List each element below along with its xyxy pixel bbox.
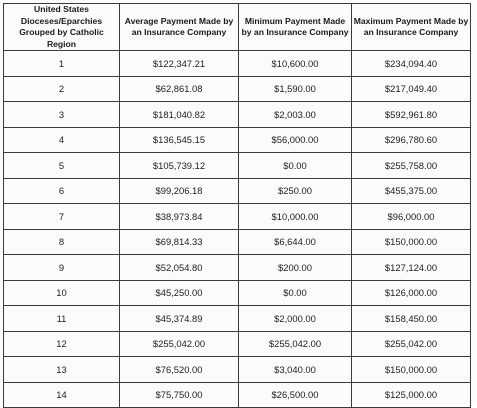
average-cell: $122,347.21 xyxy=(120,51,239,77)
header-maximum-payment: Maximum Payment Made by an Insurance Company xyxy=(352,4,471,51)
table-body xyxy=(4,51,471,408)
maximum-cell: $455,375.00 xyxy=(352,178,471,204)
average-cell: $76,520.00 xyxy=(120,357,239,383)
region-cell: 14 xyxy=(4,382,120,408)
maximum-cell: $255,042.00 xyxy=(352,331,471,357)
maximum-cell: $125,000.00 xyxy=(352,382,471,408)
region-cell: 7 xyxy=(4,204,120,230)
header-region: United States Dioceses/Eparchies Grouped by Catholic Region xyxy=(4,4,120,51)
maximum-cell: $126,000.00 xyxy=(352,280,471,306)
region-cell: 3 xyxy=(4,102,120,128)
table-row xyxy=(4,204,471,230)
maximum-cell: $217,049.40 xyxy=(352,76,471,102)
minimum-cell: $1,590.00 xyxy=(239,76,352,102)
table-row xyxy=(4,102,471,128)
minimum-cell: $255,042.00 xyxy=(239,331,352,357)
maximum-cell: $127,124.00 xyxy=(352,255,471,281)
region-cell: 11 xyxy=(4,306,120,332)
minimum-cell: $6,644.00 xyxy=(239,229,352,255)
region-cell: 13 xyxy=(4,357,120,383)
table-row xyxy=(4,127,471,153)
table-header-row xyxy=(4,4,471,51)
minimum-cell: $0.00 xyxy=(239,153,352,179)
table-row xyxy=(4,255,471,281)
average-cell: $69,814.33 xyxy=(120,229,239,255)
table-row xyxy=(4,306,471,332)
minimum-cell: $0.00 xyxy=(239,280,352,306)
average-cell: $45,250.00 xyxy=(120,280,239,306)
table-row xyxy=(4,76,471,102)
average-cell: $45,374.89 xyxy=(120,306,239,332)
minimum-cell: $2,000.00 xyxy=(239,306,352,332)
minimum-cell: $3,040.00 xyxy=(239,357,352,383)
average-cell: $62,861.08 xyxy=(120,76,239,102)
minimum-cell: $10,600.00 xyxy=(239,51,352,77)
minimum-cell: $250.00 xyxy=(239,178,352,204)
table-row xyxy=(4,229,471,255)
maximum-cell: $296,780.60 xyxy=(352,127,471,153)
region-cell: 9 xyxy=(4,255,120,281)
region-cell: 8 xyxy=(4,229,120,255)
table-row xyxy=(4,280,471,306)
maximum-cell: $255,758.00 xyxy=(352,153,471,179)
region-cell: 6 xyxy=(4,178,120,204)
minimum-cell: $26,500.00 xyxy=(239,382,352,408)
average-cell: $105,739.12 xyxy=(120,153,239,179)
table-row xyxy=(4,178,471,204)
insurance-payments-table xyxy=(3,3,471,408)
average-cell: $75,750.00 xyxy=(120,382,239,408)
region-cell: 12 xyxy=(4,331,120,357)
maximum-cell: $234,094.40 xyxy=(352,51,471,77)
average-cell: $38,973.84 xyxy=(120,204,239,230)
table-row xyxy=(4,331,471,357)
table-row xyxy=(4,357,471,383)
average-cell: $99,206.18 xyxy=(120,178,239,204)
average-cell: $181,040.82 xyxy=(120,102,239,128)
minimum-cell: $200.00 xyxy=(239,255,352,281)
region-cell: 4 xyxy=(4,127,120,153)
region-cell: 1 xyxy=(4,51,120,77)
maximum-cell: $96,000.00 xyxy=(352,204,471,230)
minimum-cell: $10,000.00 xyxy=(239,204,352,230)
average-cell: $52,054.80 xyxy=(120,255,239,281)
region-cell: 5 xyxy=(4,153,120,179)
average-cell: $136,545.15 xyxy=(120,127,239,153)
region-cell: 10 xyxy=(4,280,120,306)
header-minimum-payment: Minimum Payment Made by an Insurance Company xyxy=(239,4,352,51)
minimum-cell: $56,000.00 xyxy=(239,127,352,153)
maximum-cell: $158,450.00 xyxy=(352,306,471,332)
maximum-cell: $150,000.00 xyxy=(352,357,471,383)
table-row xyxy=(4,51,471,77)
region-cell: 2 xyxy=(4,76,120,102)
header-average-payment: Average Payment Made by an Insurance Company xyxy=(120,4,239,51)
maximum-cell: $150,000.00 xyxy=(352,229,471,255)
average-cell: $255,042.00 xyxy=(120,331,239,357)
maximum-cell: $592,961.80 xyxy=(352,102,471,128)
table-row xyxy=(4,153,471,179)
minimum-cell: $2,003.00 xyxy=(239,102,352,128)
